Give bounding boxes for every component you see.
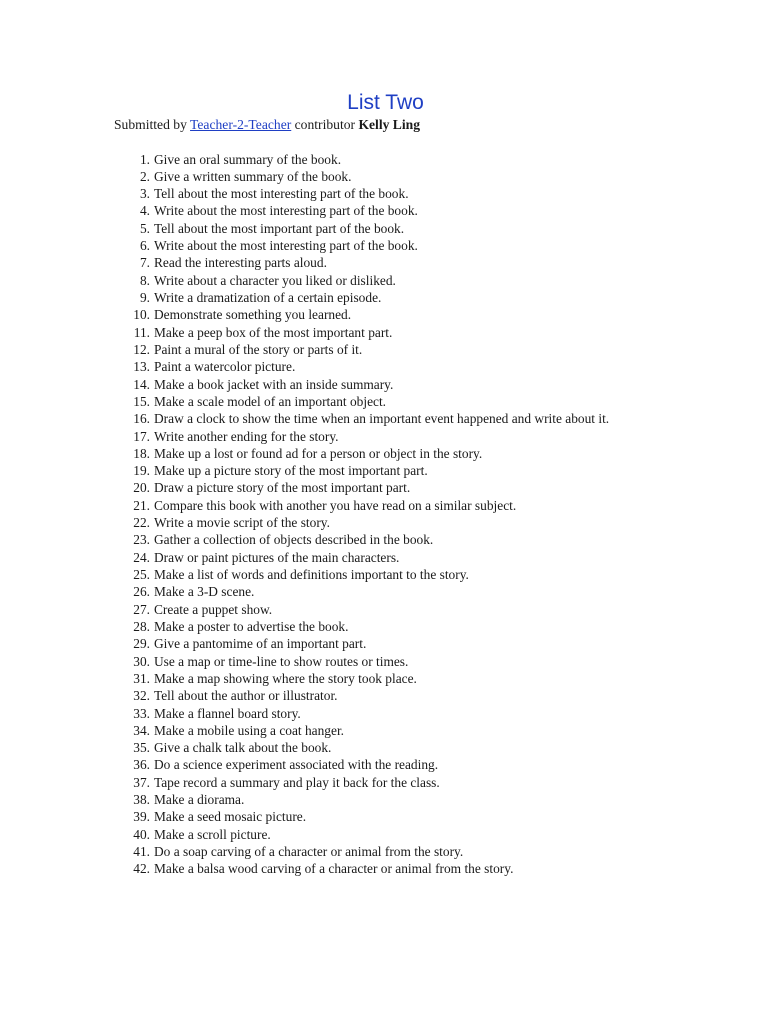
list-item bbox=[110, 272, 662, 289]
list-item-text: Gather a collection of objects described in the book. bbox=[154, 532, 434, 548]
list-item-text: Make a poster to advertise the book. bbox=[154, 618, 349, 634]
byline-middle: contributor bbox=[291, 117, 359, 132]
list-item-text: Paint a watercolor picture. bbox=[154, 359, 296, 375]
list-item-text: Make a map showing where the story took place. bbox=[154, 670, 417, 686]
list-item-text: Write about the most interesting part of the book. bbox=[154, 238, 418, 254]
list-item-text: Tell about the author or illustrator. bbox=[154, 688, 338, 704]
list-item-number: 28. bbox=[133, 618, 150, 634]
list-item bbox=[110, 151, 662, 168]
author-name: Kelly Ling bbox=[358, 117, 421, 132]
list-item-text: Tell about the most interesting part of the book. bbox=[154, 186, 409, 202]
list-item bbox=[110, 289, 662, 306]
list-item-number: 31. bbox=[133, 670, 150, 686]
list-item-number: 1. bbox=[139, 151, 150, 167]
list-item bbox=[110, 185, 662, 202]
list-item-text: Use a map or time-line to show routes or times. bbox=[154, 653, 409, 669]
list-item-number: 14. bbox=[133, 376, 150, 392]
list-item bbox=[110, 791, 662, 808]
list-item-number: 9. bbox=[139, 290, 150, 305]
list-item-text: Give an oral summary of the book. bbox=[154, 151, 342, 167]
list-item-text: Write a dramatization of a certain episode. bbox=[154, 290, 382, 305]
list-item-number: 25. bbox=[133, 567, 150, 582]
list-item bbox=[110, 202, 662, 219]
list-item-number: 33. bbox=[133, 705, 150, 721]
list-item bbox=[110, 670, 662, 687]
list-item-text: Draw a clock to show the time when an important event happened and write about it. bbox=[154, 411, 610, 427]
list-item bbox=[110, 254, 662, 271]
list-item-text: Make a seed mosaic picture. bbox=[154, 809, 307, 825]
list-item-number: 27. bbox=[133, 601, 150, 617]
list-item-number: 7. bbox=[139, 255, 150, 271]
list-item-number: 24. bbox=[133, 549, 150, 565]
list-item-number: 26. bbox=[133, 584, 150, 600]
list-item bbox=[110, 705, 662, 722]
list-item bbox=[110, 531, 662, 548]
list-item bbox=[110, 566, 662, 583]
list-item-text: Make a diorama. bbox=[154, 792, 245, 808]
list-item-number: 42. bbox=[133, 861, 150, 877]
list-item-text: Make a peep box of the most important part. bbox=[154, 324, 393, 340]
list-item-text: Make up a lost or found ad for a person or object in the story. bbox=[154, 445, 483, 461]
list-item-text: Give a written summary of the book. bbox=[154, 168, 352, 184]
list-item bbox=[110, 722, 662, 739]
list-item bbox=[110, 462, 662, 479]
list-item-text: Write another ending for the story. bbox=[154, 428, 339, 444]
list-item bbox=[110, 843, 662, 860]
list-item bbox=[110, 774, 662, 791]
list-item-number: 29. bbox=[133, 636, 150, 652]
list-item-text: Do a soap carving of a character or animal from the story. bbox=[154, 844, 464, 859]
list-item bbox=[110, 376, 662, 393]
list-item-number: 40. bbox=[133, 826, 150, 842]
list-item bbox=[110, 826, 662, 843]
list-item-text: Make a 3-D scene. bbox=[154, 584, 255, 600]
activity-list bbox=[110, 151, 662, 878]
list-item bbox=[110, 479, 662, 496]
list-item-text: Make up a picture story of the most important part. bbox=[154, 463, 428, 479]
list-item bbox=[110, 497, 662, 514]
list-item-number: 23. bbox=[133, 532, 150, 548]
list-item bbox=[110, 756, 662, 773]
list-item-text: Write a movie script of the story. bbox=[154, 515, 330, 531]
list-item bbox=[110, 237, 662, 254]
teacher-2-teacher-link[interactable]: Teacher-2-Teacher bbox=[190, 117, 292, 132]
list-item-text: Make a mobile using a coat hanger. bbox=[154, 722, 345, 738]
list-item-text: Make a scale model of an important object. bbox=[154, 393, 387, 409]
list-item-text: Demonstrate something you learned. bbox=[154, 307, 352, 323]
list-item-text: Give a chalk talk about the book. bbox=[154, 740, 332, 756]
list-item-number: 41. bbox=[133, 844, 150, 859]
list-item-number: 34. bbox=[133, 722, 150, 738]
list-item bbox=[110, 220, 662, 237]
list-item-text: Draw or paint pictures of the main characters. bbox=[154, 549, 400, 565]
list-item-number: 22. bbox=[133, 515, 150, 531]
list-item-number: 15. bbox=[133, 393, 150, 409]
list-item-text: Do a science experiment associated with the reading. bbox=[154, 757, 439, 773]
list-item-number: 18. bbox=[133, 445, 150, 461]
list-item bbox=[110, 428, 662, 445]
list-item bbox=[110, 168, 662, 185]
list-item-text: Make a flannel board story. bbox=[154, 705, 301, 721]
list-item-text: Give a pantomime of an important part. bbox=[154, 636, 367, 652]
list-item bbox=[110, 410, 662, 427]
list-item-text: Write about the most interesting part of the book. bbox=[154, 203, 418, 219]
list-item bbox=[110, 618, 662, 635]
list-item-number: 8. bbox=[139, 272, 150, 288]
list-item bbox=[110, 635, 662, 652]
list-item-number: 36. bbox=[133, 757, 150, 773]
list-item bbox=[110, 549, 662, 566]
list-item-number: 16. bbox=[133, 411, 150, 427]
list-item-text: Make a scroll picture. bbox=[154, 826, 271, 842]
list-item-number: 20. bbox=[133, 480, 150, 496]
page-title: List Two bbox=[347, 91, 424, 114]
list-item-text: Write about a character you liked or disliked. bbox=[154, 272, 396, 288]
list-item-number: 12. bbox=[133, 341, 150, 357]
list-item-number: 32. bbox=[133, 688, 150, 704]
list-item bbox=[110, 341, 662, 358]
list-item bbox=[110, 601, 662, 618]
list-item-number: 38. bbox=[133, 792, 150, 808]
list-item-number: 30. bbox=[133, 653, 150, 669]
list-item-number: 2. bbox=[139, 168, 150, 184]
list-item bbox=[110, 393, 662, 410]
list-item-number: 5. bbox=[139, 220, 150, 236]
byline-prefix: Submitted by bbox=[114, 117, 191, 132]
list-item bbox=[110, 445, 662, 462]
list-item bbox=[110, 653, 662, 670]
list-item bbox=[110, 583, 662, 600]
list-item-number: 19. bbox=[133, 463, 150, 479]
list-item bbox=[110, 306, 662, 323]
list-item-number: 10. bbox=[133, 307, 150, 323]
byline bbox=[114, 116, 420, 134]
list-item bbox=[110, 687, 662, 704]
list-item-number: 21. bbox=[133, 497, 150, 513]
list-item-number: 11. bbox=[133, 324, 150, 340]
list-item-text: Paint a mural of the story or parts of it. bbox=[154, 341, 363, 357]
list-item-text: Tape record a summary and play it back for the class. bbox=[154, 774, 440, 790]
list-item bbox=[110, 324, 662, 341]
list-item bbox=[110, 860, 662, 877]
list-item-text: Tell about the most important part of the book. bbox=[154, 220, 405, 236]
list-item-text: Make a balsa wood carving of a character or animal from the story. bbox=[154, 861, 514, 877]
list-item-text: Compare this book with another you have read on a similar subject. bbox=[154, 497, 517, 513]
list-item-number: 3. bbox=[139, 186, 150, 202]
list-item-number: 35. bbox=[133, 740, 150, 756]
list-item-number: 13. bbox=[133, 359, 150, 375]
list-item-text: Read the interesting parts aloud. bbox=[154, 255, 327, 271]
list-item-text: Create a puppet show. bbox=[154, 601, 273, 617]
list-item bbox=[110, 808, 662, 825]
list-item-text: Make a list of words and definitions important to the story. bbox=[154, 567, 469, 582]
list-item bbox=[110, 358, 662, 375]
list-item bbox=[110, 514, 662, 531]
list-item-number: 4. bbox=[139, 203, 150, 219]
list-item-number: 17. bbox=[133, 428, 150, 444]
list-item-text: Make a book jacket with an inside summary. bbox=[154, 376, 394, 392]
list-item-number: 39. bbox=[133, 809, 150, 825]
list-item-text: Draw a picture story of the most important part. bbox=[154, 480, 411, 496]
list-item bbox=[110, 739, 662, 756]
list-item-number: 37. bbox=[133, 774, 150, 790]
list-item-number: 6. bbox=[139, 238, 150, 254]
